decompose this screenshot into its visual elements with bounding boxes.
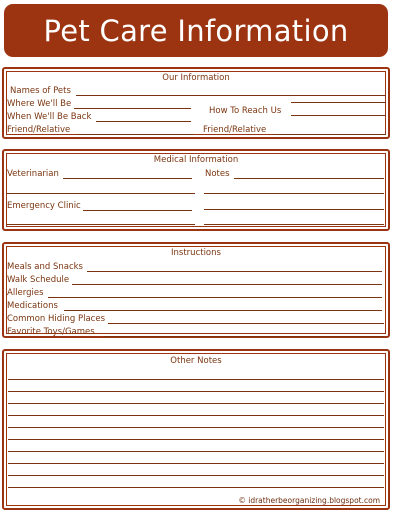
how-to-reach-us-line-1[interactable] — [291, 102, 386, 103]
notes-line-1[interactable] — [234, 178, 384, 179]
common-hiding-places-line[interactable] — [108, 323, 384, 324]
allergies-label: Allergies — [7, 288, 44, 298]
other-notes-line[interactable] — [8, 451, 384, 452]
other-notes-heading: Other Notes — [170, 356, 222, 366]
friend-relative-left-label: Friend/Relative — [7, 125, 71, 135]
names-of-pets-label: Names of Pets — [10, 86, 71, 96]
where-well-be-line[interactable] — [74, 108, 191, 109]
notes-line-3[interactable] — [204, 209, 384, 210]
veterinarian-line-2[interactable] — [7, 193, 195, 194]
other-notes-section — [2, 349, 390, 510]
our-information-section — [2, 67, 390, 139]
how-to-reach-us-line-2[interactable] — [291, 115, 386, 116]
medications-label: Medications — [7, 301, 58, 311]
other-notes-line[interactable] — [8, 379, 384, 380]
favorite-toys-games-line[interactable] — [104, 336, 384, 337]
allergies-line[interactable] — [48, 297, 382, 298]
page-title: Pet Care Information — [43, 13, 349, 48]
other-notes-line[interactable] — [8, 463, 384, 464]
when-well-be-back-line[interactable] — [96, 121, 191, 122]
other-notes-line[interactable] — [8, 391, 384, 392]
meals-and-snacks-label: Meals and Snacks — [7, 262, 83, 272]
instructions-heading: Instructions — [171, 248, 221, 258]
common-hiding-places-label: Common Hiding Places — [7, 314, 106, 324]
walk-schedule-label: Walk Schedule — [7, 275, 70, 285]
other-notes-inner-border — [6, 353, 386, 506]
our-information-heading: Our Information — [162, 73, 230, 83]
notes-line-2[interactable] — [204, 193, 384, 194]
medical-information-section — [2, 149, 390, 231]
veterinarian-label: Veterinarian — [7, 169, 59, 179]
friend-relative-right-label: Friend/Relative — [203, 125, 267, 135]
other-notes-line[interactable] — [8, 403, 384, 404]
instructions-section — [2, 242, 390, 338]
friend-relative-left-line[interactable] — [77, 134, 194, 135]
friend-relative-right-line[interactable] — [273, 134, 386, 135]
emergency-clinic-line[interactable] — [83, 210, 192, 211]
emergency-clinic-label: Emergency Clinic — [7, 201, 81, 211]
other-notes-line[interactable] — [8, 439, 384, 440]
other-notes-line[interactable] — [8, 487, 384, 488]
medications-line[interactable] — [64, 310, 382, 311]
names-of-pets-line[interactable] — [76, 95, 386, 96]
walk-schedule-line[interactable] — [72, 284, 382, 285]
notes-line-4[interactable] — [204, 224, 384, 225]
when-well-be-back-label: When We'll Be Back — [7, 112, 92, 122]
other-notes-line[interactable] — [8, 475, 384, 476]
favorite-toys-games-label: Favorite Toys/Games — [7, 327, 95, 337]
credit-text: © idratherbeorganizing.blogspot.com — [238, 496, 380, 505]
meals-and-snacks-line[interactable] — [87, 271, 382, 272]
how-to-reach-us-label: How To Reach Us — [209, 106, 282, 116]
where-well-be-label: Where We'll Be — [7, 99, 72, 109]
medical-information-heading: Medical Information — [153, 155, 239, 165]
title-banner — [4, 4, 388, 57]
other-notes-line[interactable] — [8, 415, 384, 416]
emergency-clinic-line-2[interactable] — [7, 224, 195, 225]
veterinarian-line[interactable] — [63, 178, 192, 179]
other-notes-line[interactable] — [8, 427, 384, 428]
notes-label: Notes — [205, 169, 230, 179]
